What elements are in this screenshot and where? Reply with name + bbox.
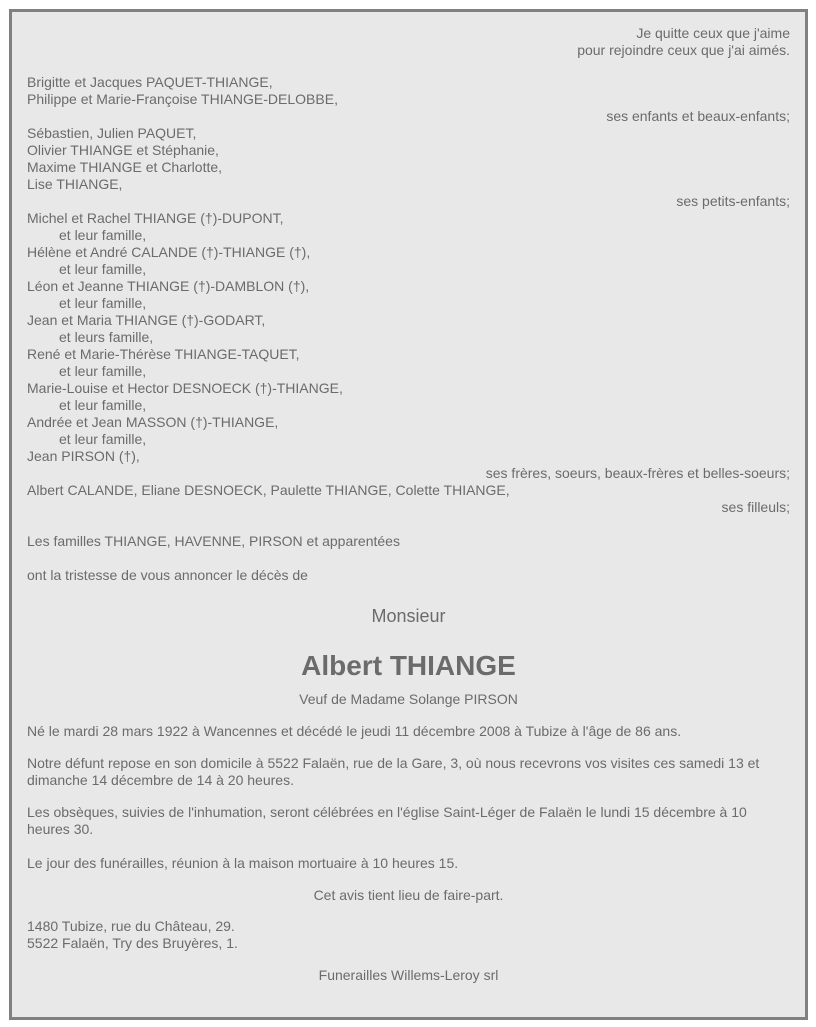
- funeral-paragraph: Les obsèques, suivies de l'inhumation, seront célébrées en l'église Saint-Léger de Falaën le lundi 15 décembre à 10 heures 30.: [27, 804, 747, 837]
- sibling-name: René et Marie-Thérèse THIANGE-TAQUET,: [27, 346, 300, 362]
- siblings-list: [27, 210, 790, 482]
- address-line: 1480 Tubize, rue du Château, 29.: [27, 918, 235, 934]
- sibling-family: et leur famille,: [59, 295, 147, 311]
- grandchild-entry: Sébastien, Julien PAQUET,: [27, 125, 197, 141]
- address-line: 5522 Falaën, Try des Bruyères, 1.: [27, 935, 238, 951]
- godchildren-names: Albert CALANDE, Eliane DESNOECK, Paulette THIANGE, Colette THIANGE,: [27, 482, 510, 498]
- notice-line: Cet avis tient lieu de faire-part.: [313, 887, 504, 903]
- epigraph: [27, 25, 790, 59]
- obituary-card: [9, 9, 808, 1020]
- sibling-name: Michel et Rachel THIANGE (†)-DUPONT,: [27, 210, 284, 226]
- sibling-family: et leurs famille,: [59, 329, 154, 345]
- sibling-family: et leur famille,: [59, 397, 147, 413]
- obituary-content: [27, 25, 790, 984]
- sibling-name: Hélène et André CALANDE (†)-THIANGE (†),: [27, 244, 311, 260]
- sibling-family: et leur famille,: [59, 363, 147, 379]
- grandchild-entry: Olivier THIANGE et Stéphanie,: [27, 142, 219, 158]
- sibling-name: Marie-Louise et Hector DESNOECK (†)-THIANGE,: [27, 380, 343, 396]
- godchildren-list: [27, 482, 790, 516]
- deceased-name: Albert THIANGE: [301, 650, 516, 681]
- children-list: [27, 74, 790, 125]
- siblings-role: ses frères, soeurs, beaux-frères et belles-soeurs;: [485, 465, 790, 481]
- grandchildren-role: ses petits-enfants;: [676, 193, 790, 209]
- addresses: [27, 918, 790, 952]
- grandchild-entry: Maxime THIANGE et Charlotte,: [27, 159, 223, 175]
- sibling-name: Jean PIRSON (†),: [27, 448, 140, 464]
- grandchildren-list: [27, 125, 790, 210]
- sibling-family: et leur famille,: [59, 431, 147, 447]
- birth-death-paragraph: Né le mardi 28 mars 1922 à Wancennes et décédé le jeudi 11 décembre 2008 à Tubize à l'âge de 86 ans.: [27, 723, 682, 739]
- godchildren-role: ses filleuls;: [721, 499, 790, 515]
- sibling-name: Jean et Maria THIANGE (†)-GODART,: [27, 312, 266, 328]
- repose-paragraph: Notre défunt repose en son domicile à 5522 Falaën, rue de la Gare, 3, où nous recevrons vos visites ces samedi 13 et dimanche 14 décembre de 14 à 20 heures.: [27, 755, 760, 788]
- epigraph-line: pour rejoindre ceux que j'ai aimés.: [577, 42, 790, 58]
- sibling-family: et leur famille,: [59, 261, 147, 277]
- sibling-name: Léon et Jeanne THIANGE (†)-DAMBLON (†),: [27, 278, 310, 294]
- meeting-paragraph: Le jour des funérailles, réunion à la maison mortuaire à 10 heures 15.: [27, 855, 459, 871]
- child-entry: Brigitte et Jacques PAQUET-THIANGE,: [27, 74, 273, 90]
- honorific: Monsieur: [371, 606, 446, 626]
- announcement: ont la tristesse de vous annoncer le décès de: [27, 567, 308, 583]
- sibling-name: Andrée et Jean MASSON (†)-THIANGE,: [27, 414, 279, 430]
- child-entry: Philippe et Marie-Françoise THIANGE-DELOBBE,: [27, 91, 338, 107]
- grandchild-entry: Lise THIANGE,: [27, 176, 123, 192]
- children-role: ses enfants et beaux-enfants;: [606, 108, 790, 124]
- undertaker: Funerailles Willems-Leroy srl: [318, 967, 499, 983]
- sibling-family: et leur famille,: [59, 227, 147, 243]
- extended-families: Les familles THIANGE, HAVENNE, PIRSON et apparentées: [27, 533, 400, 549]
- widower-line: Veuf de Madame Solange PIRSON: [299, 691, 518, 707]
- epigraph-line: Je quitte ceux que j'aime: [636, 25, 790, 41]
